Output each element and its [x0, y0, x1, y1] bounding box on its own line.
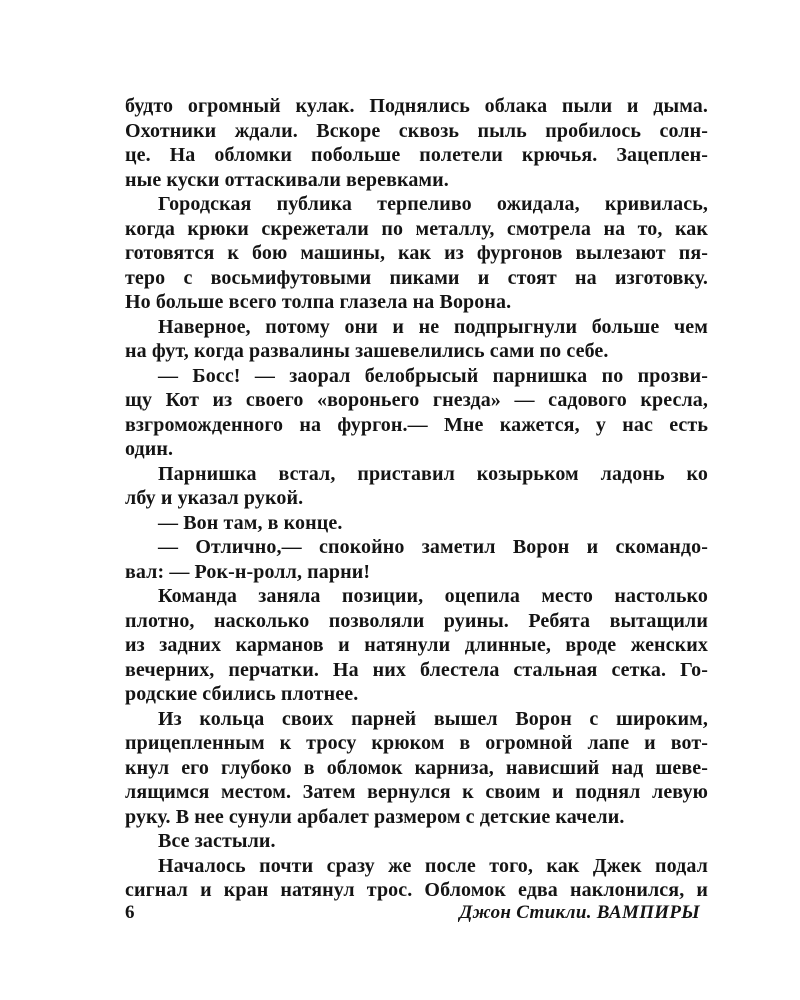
text-line: готовятся к бою машины, как из фургонов вылезают пя-: [125, 242, 708, 264]
text-line: — Босс! — заорал белобрысый парнишка по прозви-: [158, 364, 708, 387]
text-line: кнул его глубоко в обломок карниза, нависший над шеве-: [125, 756, 708, 779]
text-line: Команда заняла позиции, оцепила место настолько: [158, 585, 708, 607]
text-line: лбу и указал рукой.: [125, 487, 304, 509]
running-title: Джон Стикли. ВАМПИРЫ: [459, 902, 700, 923]
text-line: прицепленным к тросу крюком в огромной лапе и вот-: [125, 732, 708, 754]
text-line: один.: [125, 438, 174, 460]
text-line: Все застыли.: [158, 830, 276, 852]
text-line: — Вон там, в конце.: [158, 511, 343, 534]
text-line: когда крюки скрежетали по металлу, смотрела на то, как: [125, 217, 708, 240]
text-line: Городская публика терпеливо ожидала, кривилась,: [158, 193, 708, 215]
text-line: на фут, когда развалины зашевелились сами по себе.: [125, 340, 609, 362]
text-line: Наверное, потому они и не подпрыгнули больше чем: [158, 315, 708, 338]
text-line: лящимся местом. Затем вернулся к своим и поднял левую: [125, 781, 708, 803]
text-line: руку. В нее сунули арбалет размером с детские качели.: [125, 805, 625, 828]
text-line: родские сбились плотнее.: [125, 683, 359, 705]
text-line: плотно, насколько позволяли руины. Ребята вытащили: [125, 609, 708, 632]
text-line: Парнишка встал, приставил козырьком ладонь ко: [158, 462, 708, 485]
text-line: Охотники ждали. Вскоре сквозь пыль пробилось солн-: [125, 119, 708, 142]
page-footer: [125, 901, 708, 925]
text-line: це. На обломки побольше полетели крючья. Зацеплен-: [125, 144, 708, 166]
body-text: [125, 94, 708, 903]
page-number: 6: [125, 902, 135, 923]
text-line: ные куски оттаскивали веревками.: [125, 168, 449, 191]
text-line: щу Кот из своего «вороньего гнезда» — садового кресла,: [125, 389, 708, 411]
text-line: Из кольца своих парней вышел Ворон с широким,: [158, 707, 708, 730]
text-line: теро с восьмифутовыми пиками и стоят на изготовку.: [125, 266, 708, 289]
text-line: вал: — Рок-н-ролл, парни!: [125, 560, 371, 583]
text-line: Но больше всего толпа глазела на Ворона.: [125, 291, 512, 313]
text-line: — Отлично,— спокойно заметил Ворон и скомандо-: [158, 536, 708, 558]
text-line: Началось почти сразу же после того, как Джек подал: [158, 854, 708, 877]
text-line: взгроможденного на фургон.— Мне кажется, у нас есть: [125, 413, 708, 436]
text-line: сигнал и кран натянул трос. Обломок едва наклонился, и: [125, 879, 708, 901]
text-line: будто огромный кулак. Поднялись облака пыли и дыма.: [125, 95, 708, 117]
text-line: вечерних, перчатки. На них блестела стальная сетка. Го-: [125, 658, 708, 681]
text-line: из задних карманов и натянули длинные, вроде женских: [125, 634, 708, 656]
